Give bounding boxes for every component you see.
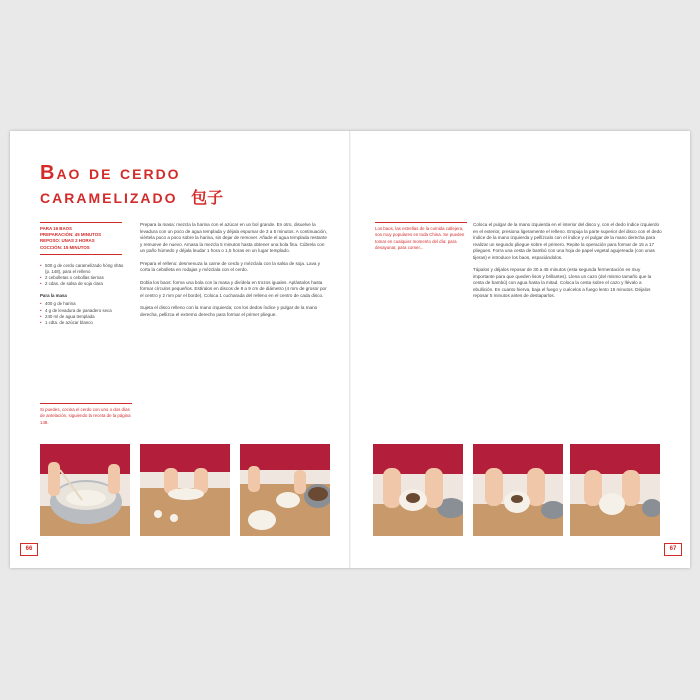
instructions-right — [473, 222, 663, 306]
ingredient-item: • 500 g de cerdo caramelizado hóng shāo (p. 148), para el relleno — [40, 263, 128, 275]
rest-time: REPOSO: UNAS 2 HORAS — [40, 238, 95, 244]
prep-time: PREPARACIÓN: 45 MINUTOS — [40, 232, 102, 238]
recipe-title — [40, 161, 223, 211]
sidenote-right: Los baos, las estrellas de la comida callejera, son muy populares en toda China. Se pueden tomar en cualquier momento del día: para desayunar, para comer... — [375, 222, 467, 251]
step-photo-3 — [240, 444, 330, 536]
ingredient-item: • 2 cebolletas o cebollas tiernas — [40, 275, 128, 281]
step-photo-6 — [570, 444, 660, 536]
ingredients-list — [40, 263, 128, 326]
instructions-left — [140, 222, 328, 324]
dough-heading: Para la masa — [40, 293, 67, 299]
instruction-paragraph: Coloca el pulgar de la mano izquierda en el interior del disco y, con el dedo índice izquierdo en el exterior, presiona ligeramente el relleno. Empuja la parte superior del disco con el dedo índice de la mano izquierda y pellízcalo con el índice y el pulgar de la mano derecha para realizar un segundo pliegue sobre el primero. Repite la operación para formar de 15 a 17 pliegues. Forra una cesta de bambú con una hoja de papel vegetal agujereada (con unas tijeras) e introduce los baos, espaciándolos. — [473, 222, 662, 260]
recipe-info-box — [40, 222, 122, 255]
ingredient-item: • 1 cdta. de azúcar blanco — [40, 320, 128, 326]
book-gutter — [349, 131, 351, 568]
page-number-left: 66 — [20, 543, 38, 556]
step-photo-4 — [373, 444, 463, 536]
ingredient-item: • 2 cdas. de salsa de soja clara — [40, 281, 128, 287]
step-photo-5 — [473, 444, 563, 536]
page-number-right: 67 — [664, 543, 682, 556]
title-line-2: caramelizado — [40, 186, 178, 208]
cook-time: COCCIÓN: 15 MINUTOS — [40, 244, 90, 250]
ingredient-item: • 4 g de levadura de panadero seca — [40, 308, 128, 314]
servings: PARA 16 BAOS — [40, 226, 72, 231]
sidenote-left: Si puedes, cocina el cerdo con uno o dos días de antelación, siguiendo la receta de la página 148. — [40, 403, 132, 426]
ingredient-item: • 240 ml de agua templada — [40, 314, 128, 320]
instruction-paragraph: Tápalos y déjalos reposar de 30 a 45 minutos (esta segunda fermentación es muy importante para que queden lisos y brillantes). Llena un cazo (del mismo tamaño que la cesta de bambú) con agua hasta la mitad. Coloca la cesta sobre el cazo y llévalo a ebullición. En cuanto hierva, baja el fuego y cuécelos a fuego lento 15 minutos. Déjalos reposar 5 minutos antes de destaparlos. — [473, 267, 652, 298]
title-chinese: 包子 — [191, 190, 224, 207]
instruction-paragraph: Prepara la masa: mezcla la harina con el azúcar en un bol grande. En otro, disuelve la levadura con un poco de agua templada y déjala espumar de 3 a 5 minutos. A continuación, viértela poco a poco sobre la harina, sin dejar de remover. Añade el agua templada restante y remueve de nuevo. Amasa la mezcla 5 minutos hasta obtener una bola fina. Cúbrela con un paño húmedo y déjala leudar 1 hora o 1,5 horas en un lugar templado. — [140, 222, 327, 253]
step-photo-1 — [40, 444, 130, 536]
step-photo-2 — [140, 444, 230, 536]
title-line-1: Bao de cerdo — [40, 162, 181, 184]
instruction-paragraph: Sujeta el disco relleno con la mano izquierda; con los dedos índice y pulgar de la mano derecha, pellizca el extremo derecho para formar el primer pliegue. — [140, 305, 318, 317]
instruction-paragraph: Dobla los baos: forma una bola con la masa y divídela en trozos iguales. Aplástalos hasta formar círculos pequeños. Estíralos en discos de 8 a 9 cm de diámetro (4 mm de grosor por el centro y 2 mm por el borde). Coloca 1 cucharada del relleno en el centro de cada disco. — [140, 279, 327, 298]
instruction-paragraph: Prepara el relleno: desmenuza la carne de cerdo y mézclala con la salsa de soja. Lava y corta la cebolleta en rodajas y mézclala con el cerdo. — [140, 260, 321, 272]
ingredient-item: • 400 g de harina — [40, 301, 128, 307]
